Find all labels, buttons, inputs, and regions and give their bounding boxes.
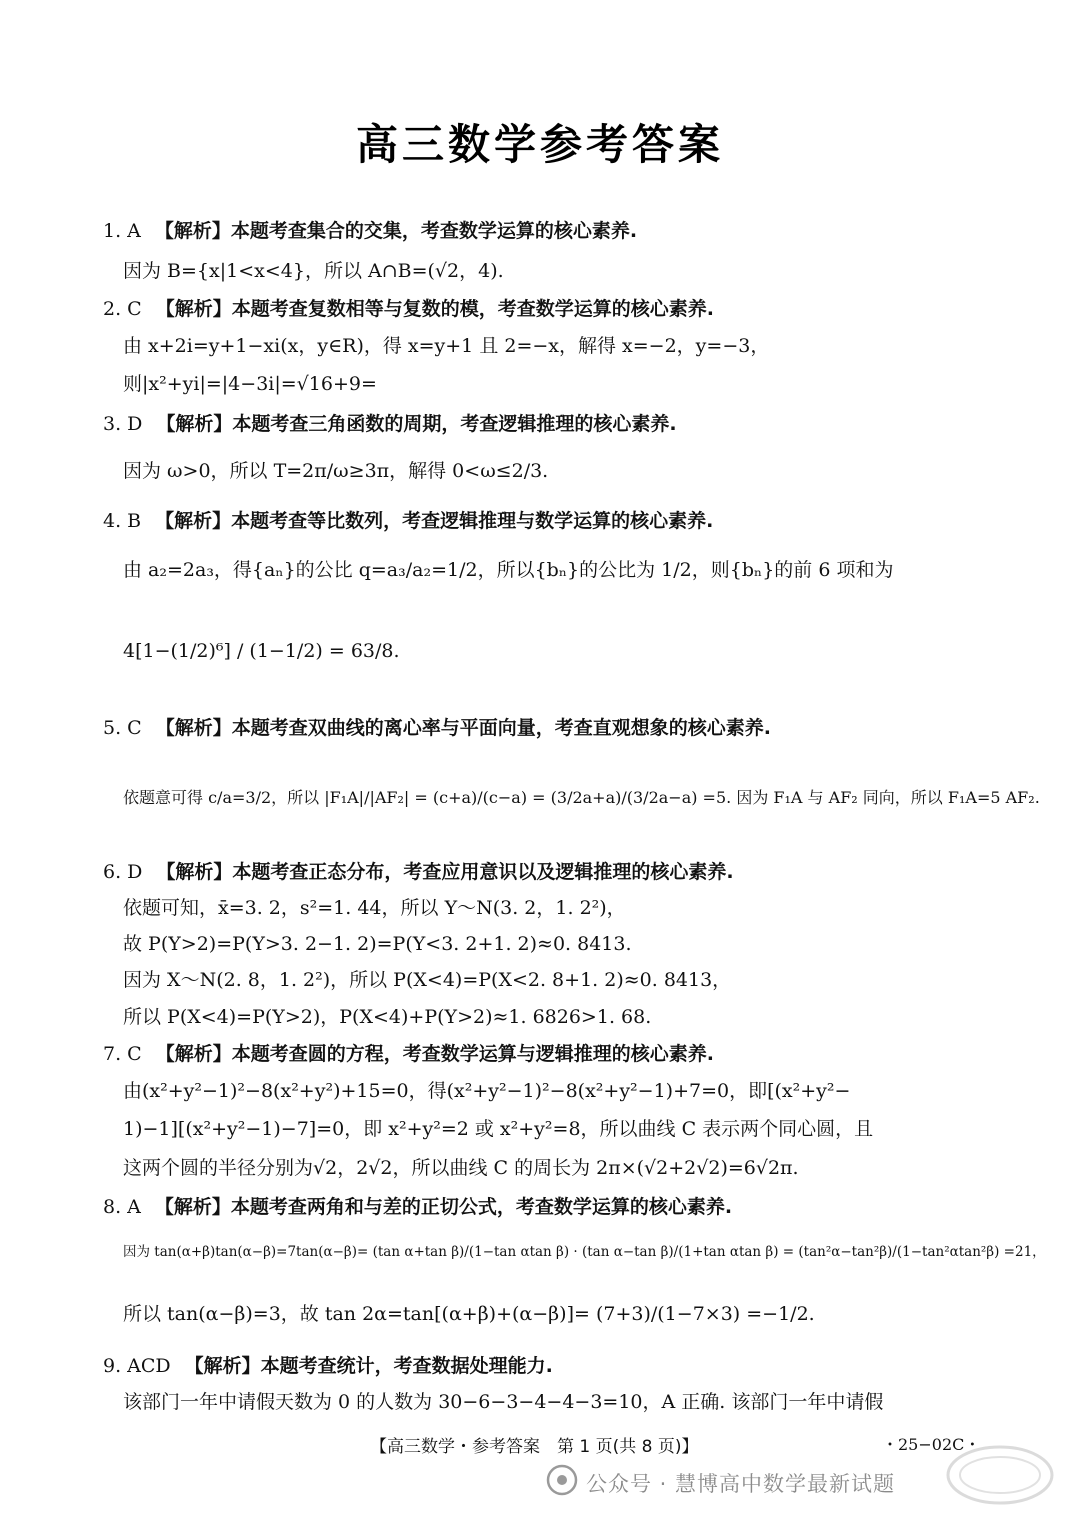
wechat-icon <box>546 1464 578 1496</box>
item-6-line-1: 依题可知，x̄=3. 2，s²=1. 44，所以 Y～N(3. 2，1. 2²)， <box>123 897 626 919</box>
item-3-line-1: 因为 ω>0，所以 T=2π/ω≥3π，解得 0<ω≤2/3. <box>123 460 549 482</box>
item-9-heading <box>103 1351 553 1378</box>
item-number: 3. D <box>103 413 143 435</box>
item-4-line-2: 4[1−(1/2)⁶] / (1−1/2) = 63/8. <box>123 640 400 662</box>
watermark-text: 公众号 · 慧博高中数学最新试题 <box>586 1472 896 1496</box>
item-3-heading <box>103 409 677 436</box>
item-number: 5. C <box>103 717 142 739</box>
item-analysis-heading: 【解析】本题考查统计，考查数据处理能力. <box>184 1355 553 1377</box>
item-number: 2. C <box>103 298 142 320</box>
item-4-heading <box>103 506 713 533</box>
item-6-line-2: 故 P(Y>2)=P(Y>3. 2−1. 2)=P(Y<3. 2+1. 2)≈0. 8413. <box>123 933 632 955</box>
item-8-line-1: 因为 tan(α+β)tan(α−β)=7tan(α−β)= (tan α+tan β)/(1−tan αtan β) · (tan α−tan β)/(1+tan αtan β) = (tan²α−tan²β)/(1−tan²αtan²β) =21， <box>123 1244 1046 1260</box>
item-number: 6. D <box>103 861 143 883</box>
item-number: 4. B <box>103 510 142 532</box>
item-analysis-heading: 【解析】本题考查三角函数的周期，考查逻辑推理的核心素养. <box>156 413 677 435</box>
item-2-heading <box>103 294 714 321</box>
item-7-line-3: 这两个圆的半径分别为√2，2√2，所以曲线 C 的周长为 2π×(√2+2√2)=6√2π. <box>123 1157 799 1179</box>
paper-code: ・25−02C・ <box>882 1435 981 1454</box>
item-6-heading <box>103 857 734 884</box>
item-analysis-heading: 【解析】本题考查等比数列，考查逻辑推理与数学运算的核心素养. <box>155 510 714 532</box>
item-analysis-heading: 【解析】本题考查复数相等与复数的模，考查数学运算的核心素养. <box>155 298 714 320</box>
item-2-line-1: 由 x+2i=y+1−xi(x，y∈R)，得 x=y+1 且 2=−x，解得 x=−2，y=−3， <box>123 335 770 357</box>
item-7-line-2: 1)−1][(x²+y²−1)−7]=0，即 x²+y²=2 或 x²+y²=8，所以曲线 C 表示两个同心圆，且 <box>123 1118 874 1140</box>
item-7-line-1: 由(x²+y²−1)²−8(x²+y²)+15=0，得(x²+y²−1)²−8(x²+y²−1)+7=0，即[(x²+y²− <box>123 1080 851 1102</box>
item-analysis-heading: 【解析】本题考查集合的交集，考查数学运算的核心素养. <box>154 220 638 242</box>
item-7-heading <box>103 1039 714 1066</box>
item-number: 8. A <box>103 1196 141 1218</box>
item-number: 9. ACD <box>103 1355 171 1377</box>
page-footer: 【高三数学・参考答案 第 1 页(共 8 页)】 <box>370 1437 699 1457</box>
item-1-line-1: 因为 B={x|1<x<4}，所以 A∩B=(√2，4). <box>123 260 504 282</box>
item-5-line-1: 依题意可得 c/a=3/2，所以 |F₁A|/|AF₂| = (c+a)/(c−a) = (3/2a+a)/(3/2a−a) =5. 因为 F₁A 与 AF₂ 同向，所以 F₁A=5 AF₂. <box>123 788 1040 807</box>
item-5-heading <box>103 713 771 740</box>
item-1-heading <box>103 216 637 243</box>
item-analysis-heading: 【解析】本题考查圆的方程，考查数学运算与逻辑推理的核心素养. <box>155 1043 714 1065</box>
page-title: 高三数学参考答案 <box>355 120 724 169</box>
item-analysis-heading: 【解析】本题考查两角和与差的正切公式，考查数学运算的核心素养. <box>154 1196 733 1218</box>
item-6-line-3: 因为 X～N(2. 8，1. 2²)，所以 P(X<4)=P(X<2. 8+1. 2)≈0. 8413， <box>123 969 732 991</box>
item-analysis-heading: 【解析】本题考查正态分布，考查应用意识以及逻辑推理的核心素养. <box>156 861 734 883</box>
item-number: 1. A <box>103 220 141 242</box>
item-6-line-4: 所以 P(X<4)=P(Y>2)，P(X<4)+P(Y>2)≈1. 6826>1. 68. <box>123 1006 652 1028</box>
item-8-heading <box>103 1192 732 1219</box>
item-4-line-1: 由 a₂=2a₃，得{aₙ}的公比 q=a₃/a₂=1/2，所以{bₙ}的公比为 1/2，则{bₙ}的前 6 项和为 <box>123 559 894 581</box>
item-analysis-heading: 【解析】本题考查双曲线的离心率与平面向量，考查直观想象的核心素养. <box>155 717 771 739</box>
item-number: 7. C <box>103 1043 142 1065</box>
item-9-line-1: 该部门一年中请假天数为 0 的人数为 30−6−3−4−4−3=10，A 正确. 该部门一年中请假 <box>123 1391 884 1413</box>
item-8-line-2: 所以 tan(α−β)=3，故 tan 2α=tan[(α+β)+(α−β)]= (7+3)/(1−7×3) =−1/2. <box>123 1303 815 1325</box>
site-stamp-logo <box>940 1440 1060 1510</box>
item-2-line-2: 则|x²+yi|=|4−3i|=√16+9= <box>123 373 377 395</box>
